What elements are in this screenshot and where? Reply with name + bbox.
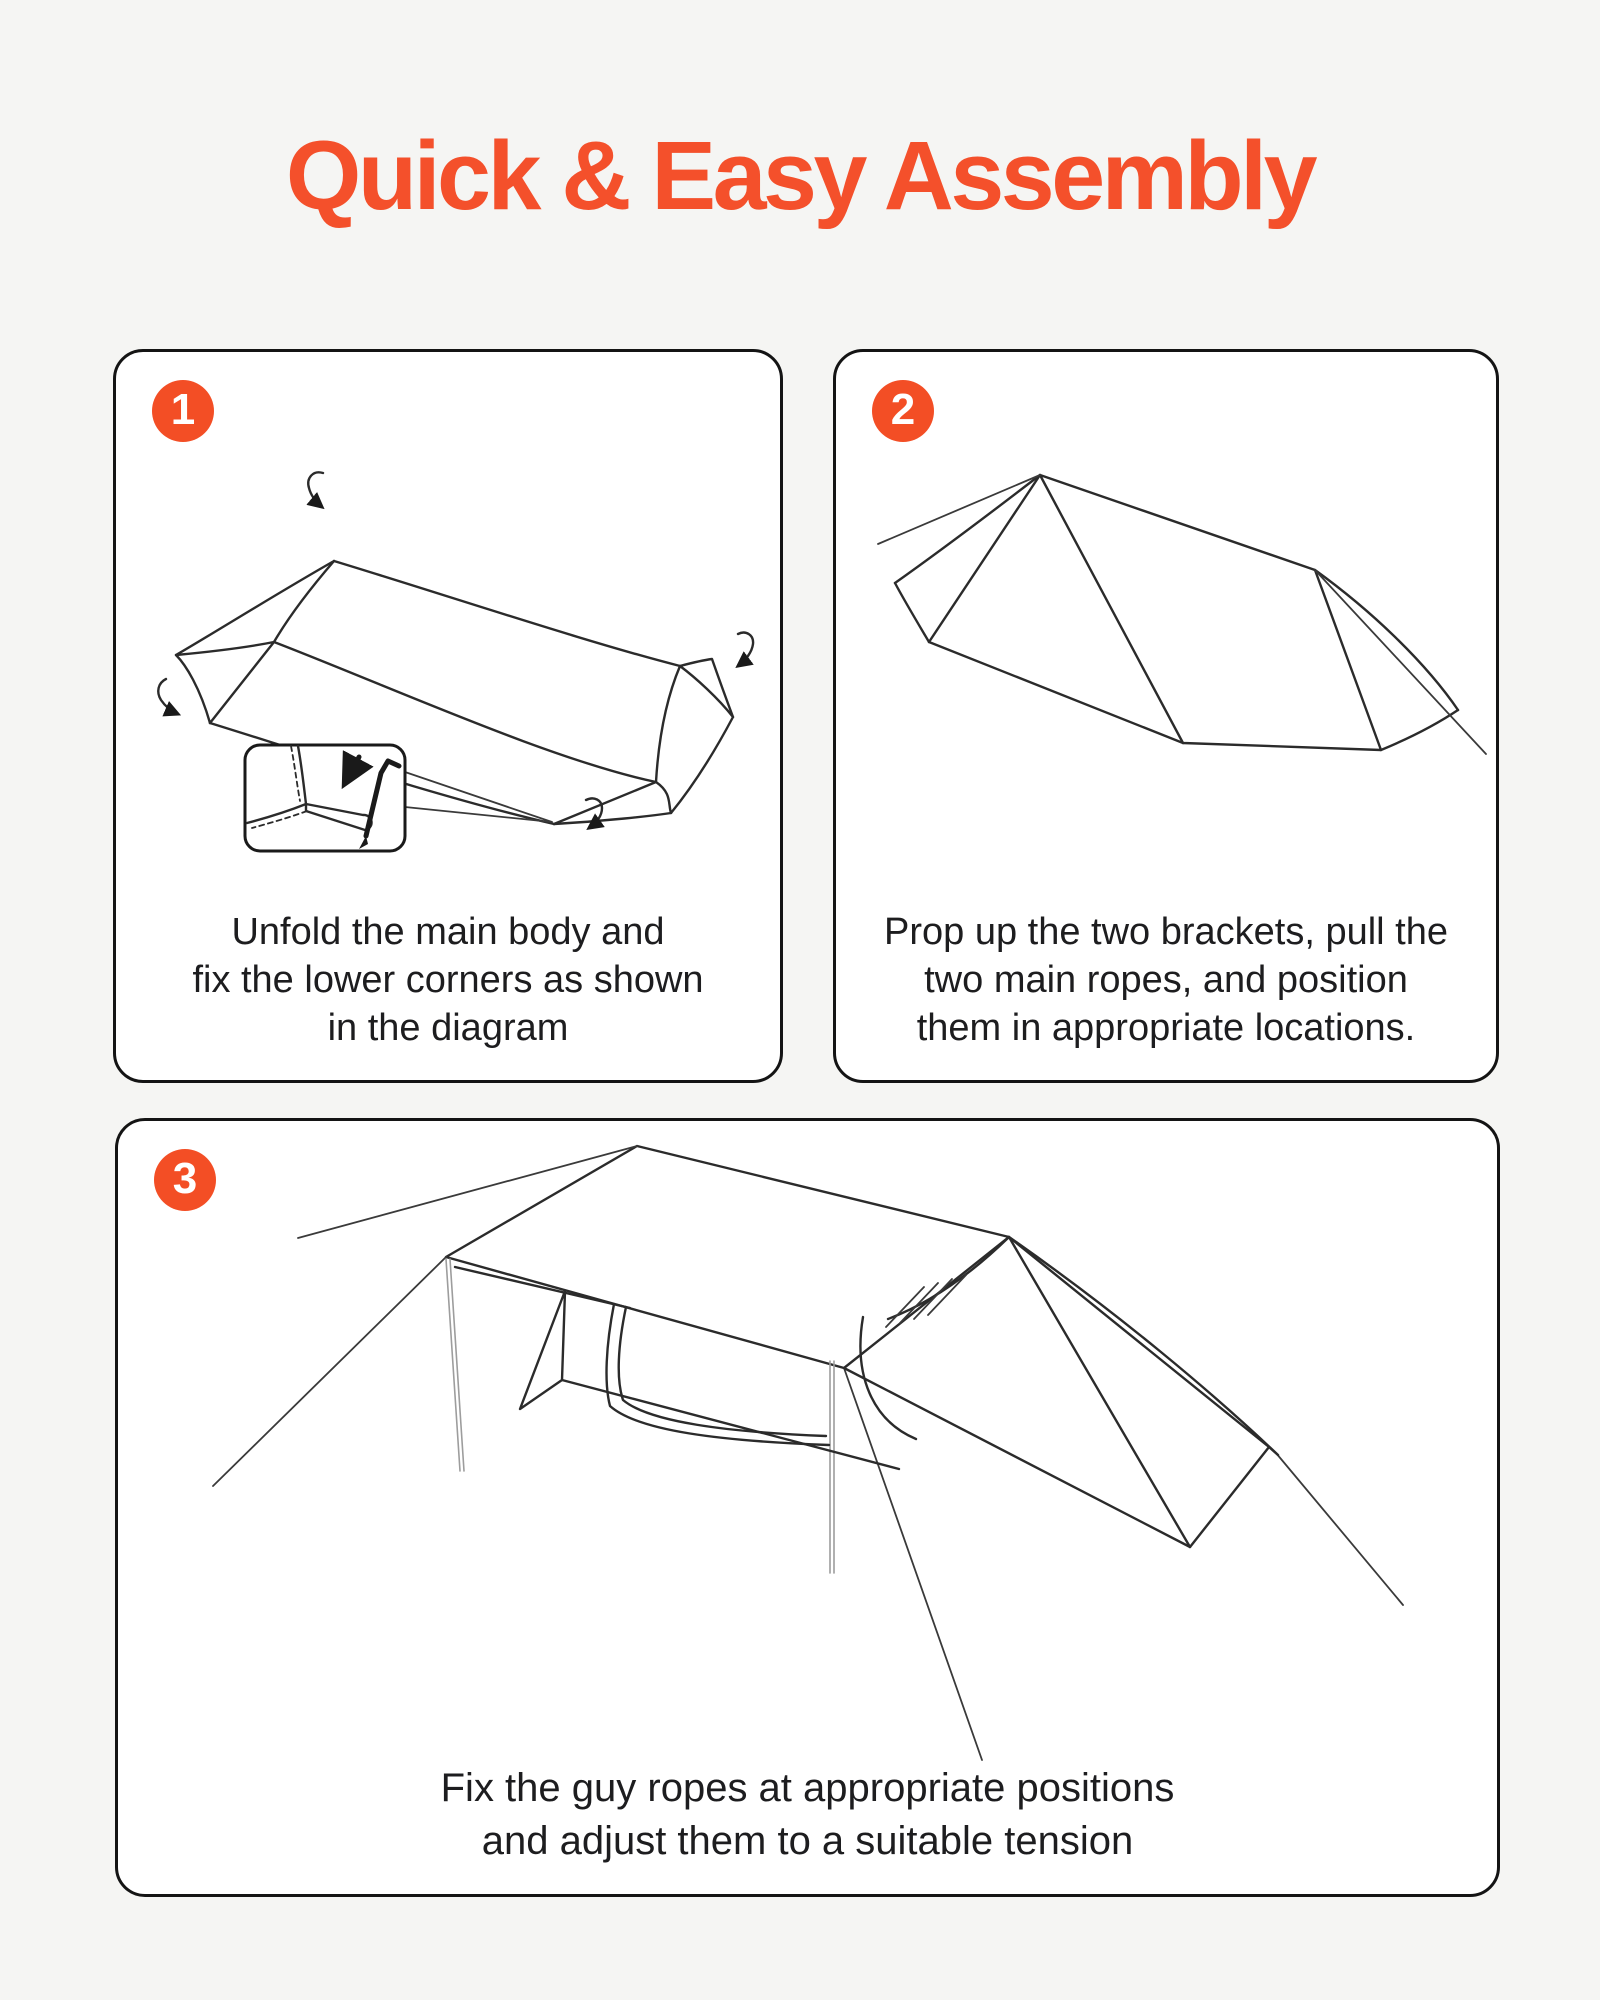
inner-tent (455, 1237, 1009, 1469)
caption-line: fix the lower corners as shown (192, 959, 704, 1001)
front-right-pole (830, 1361, 834, 1573)
page-title: Quick & Easy Assembly (285, 121, 1315, 230)
step-1-number-badge: 1 (152, 380, 214, 442)
tarp-roof (446, 1146, 1009, 1368)
inset-leader-lines (405, 772, 552, 822)
caption-line: in the diagram (327, 1007, 569, 1049)
caption-line: and adjust them to a suitable tension (481, 1819, 1134, 1863)
step-1-caption (116, 908, 780, 1052)
caption-line: Prop up the two brackets, pull the (884, 911, 1448, 953)
step-3-illustration-tent-with-ropes (118, 1121, 1497, 1766)
step-1-panel (113, 349, 783, 1083)
unfold-arrow-left-icon (158, 679, 178, 714)
unfold-arrow-right-icon (738, 633, 753, 666)
main-rope-right-line (1315, 570, 1486, 754)
caption-line: two main ropes, and position (924, 959, 1408, 1001)
unfold-arrow-bottom-icon (586, 798, 602, 828)
caption-line: Unfold the main body and (231, 911, 665, 953)
right-end-flaps (844, 1237, 1278, 1547)
step-2-caption (836, 908, 1496, 1052)
guy-rope-left-line (213, 1257, 446, 1486)
step-1-illustration-folded-tent (116, 352, 780, 912)
tent-a-frame (895, 475, 1458, 750)
step-2-number-badge: 2 (872, 380, 934, 442)
front-left-pole (446, 1259, 464, 1471)
step-3-panel (115, 1118, 1500, 1897)
corner-detail-inset (245, 745, 405, 851)
guy-rope-right-line (1276, 1453, 1403, 1605)
caption-line: Fix the guy ropes at appropriate positions (440, 1766, 1175, 1810)
step-3-caption (118, 1762, 1497, 1868)
step-2-illustration-propped-tent (836, 352, 1496, 912)
step-2-panel (833, 349, 1499, 1083)
caption-line: them in appropriate locations. (916, 1007, 1416, 1049)
step-3-number-badge: 3 (154, 1149, 216, 1211)
guy-rope-front-line (844, 1368, 982, 1760)
unfold-arrow-top-icon (308, 472, 323, 507)
guy-rope-top-left-line (298, 1146, 637, 1238)
